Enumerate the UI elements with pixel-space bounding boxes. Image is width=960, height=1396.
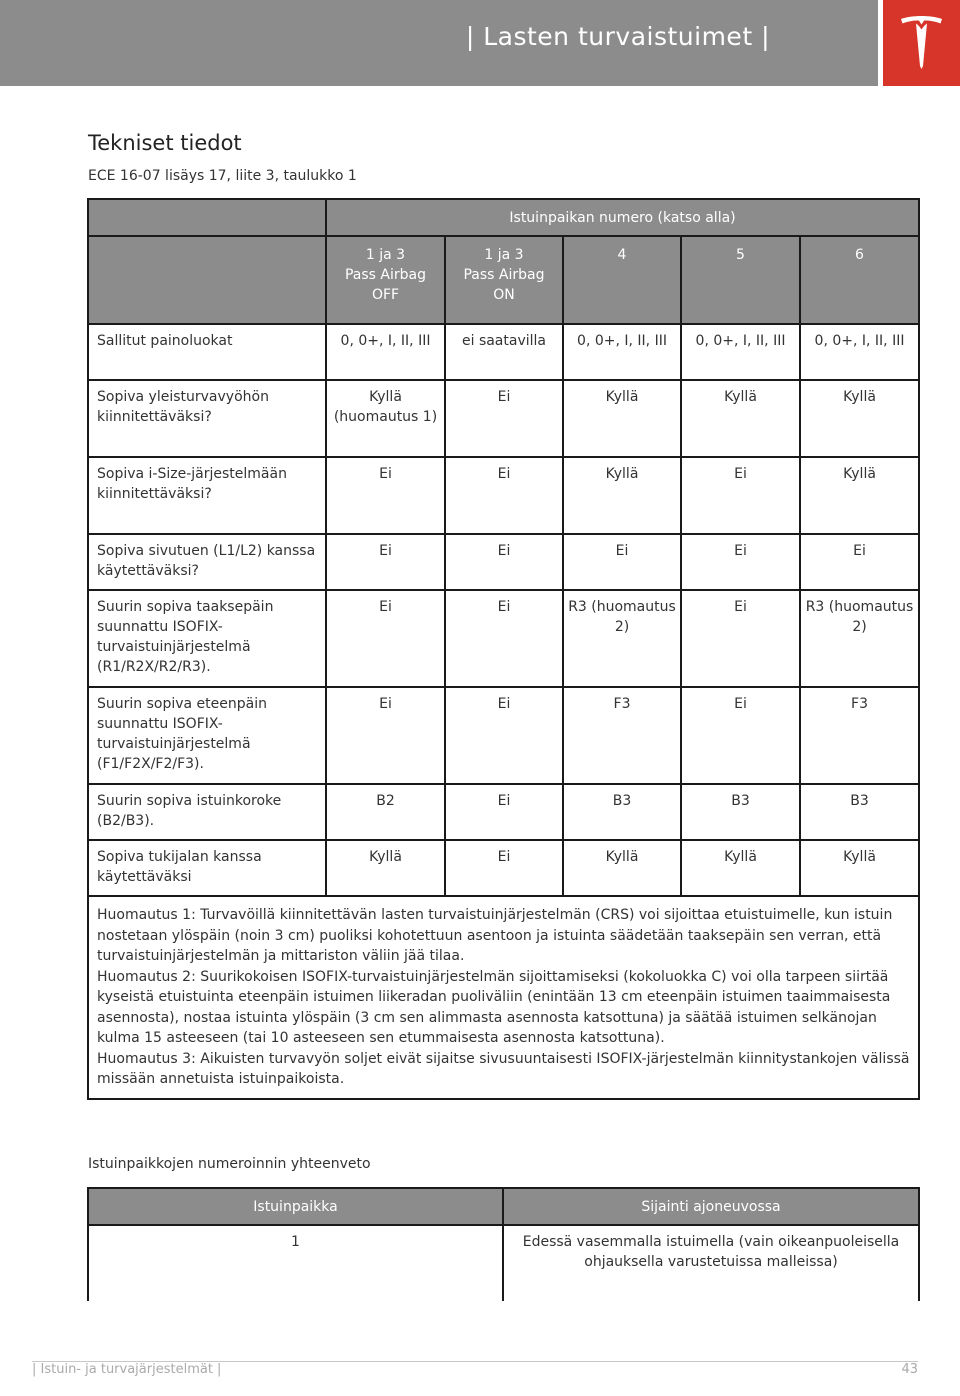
table-row: [88, 590, 919, 687]
table-cell: Kyllä: [563, 457, 681, 534]
row-label: Sopiva i-Size-järjestelmään kiinnitettäväksi?: [88, 457, 326, 534]
footer-section-label: | Istuin- ja turvajärjestelmät |: [32, 1362, 222, 1377]
table-row: [88, 840, 919, 896]
column-header-line: ON: [493, 287, 515, 303]
seat-number-cell: 1: [88, 1225, 503, 1301]
table-cell: R3 (huomautus 2): [800, 590, 919, 687]
table-cell: ei saatavilla: [445, 324, 563, 380]
table-cell: Kyllä (huomautus 1): [326, 380, 445, 457]
table-cell: Ei: [445, 457, 563, 534]
seat-table-header-row: [88, 1188, 919, 1225]
table-cell: B2: [326, 784, 445, 840]
table-cell: B3: [681, 784, 800, 840]
table-cell: Ei: [326, 457, 445, 534]
header-bar: [0, 0, 878, 86]
column-header: [800, 236, 919, 324]
column-header: [563, 236, 681, 324]
seat-number-group-header: Istuinpaikan numero (katso alla): [326, 199, 919, 236]
table-cell: Kyllä: [800, 457, 919, 534]
seat-table-row: [88, 1225, 919, 1301]
table-cell: Ei: [681, 687, 800, 784]
seat-header: Istuinpaikka: [88, 1188, 503, 1225]
note-text: Huomautus 3: Aikuisten turvavyön soljet eivät sijaitse sivusuuntaisesti ISOFIX-järjestelmän kiinnitystankojen välissä missään annetuista istuinpaikoista.: [97, 1050, 910, 1087]
table-cell: Ei: [445, 784, 563, 840]
compatibility-table: [87, 198, 920, 1100]
table-cell: Kyllä: [563, 380, 681, 457]
column-header: [681, 236, 800, 324]
notes-row: [88, 896, 919, 1099]
table-cell: B3: [563, 784, 681, 840]
table-cell: Ei: [326, 590, 445, 687]
section-subtitle: ECE 16-07 lisäys 17, liite 3, taulukko 1: [88, 168, 357, 184]
table-cell: Ei: [326, 534, 445, 590]
location-header: Sijainti ajoneuvossa: [503, 1188, 919, 1225]
table-cell: Ei: [445, 687, 563, 784]
logo-box: [883, 0, 960, 86]
row-label: Sopiva tukijalan kanssa käytettäväksi: [88, 840, 326, 896]
group-header-row: [88, 199, 919, 236]
row-label: Sopiva sivutuen (L1/L2) kanssa käytettäväksi?: [88, 534, 326, 590]
section-title: Tekniset tiedot: [88, 131, 242, 155]
table-body: [88, 324, 919, 1099]
table-cell: F3: [563, 687, 681, 784]
column-header-line: OFF: [371, 287, 400, 303]
table-cell: Kyllä: [681, 840, 800, 896]
table-cell: Ei: [681, 590, 800, 687]
table-cell: Kyllä: [326, 840, 445, 896]
header-empty-cell: [88, 236, 326, 324]
row-label: Suurin sopiva eteenpäin suunnattu ISOFIX-turvaistuinjärjestelmä (F1/F2X/F2/F3).: [88, 687, 326, 784]
table-cell: Kyllä: [800, 840, 919, 896]
table-cell: Ei: [326, 687, 445, 784]
seat-table-title: Istuinpaikkojen numeroinnin yhteenveto: [88, 1156, 371, 1172]
table-row: [88, 687, 919, 784]
table-cell: Kyllä: [681, 380, 800, 457]
table-row: [88, 380, 919, 457]
row-label: Suurin sopiva istuinkoroke (B2/B3).: [88, 784, 326, 840]
seat-position-table: [87, 1187, 920, 1301]
table-cell: B3: [800, 784, 919, 840]
table-cell: 0, 0+, I, II, III: [681, 324, 800, 380]
page-header-title: | Lasten turvaistuimet |: [465, 22, 770, 51]
table-cell: Ei: [445, 534, 563, 590]
note-text: Huomautus 2: Suurikokoisen ISOFIX-turvaistuinjärjestelmän sijoittamiseksi (kokoluokka C) voi olla tarpeen siirtää kyseistä etuistuinta eteenpäin istuimen liikeradan puoliväliin (enintään 13 cm eteenpäin istuimen taaimmaisesta asennosta), nostaa istuinta ylöspäin (3 cm sen alimmasta asennosta katsottuna) ja säätää istuimen selkänojan kulma 15 asteeseen (tai 10 asteeseen sen etummaisesta asennosta katsottuna).: [97, 968, 891, 1046]
column-header-line: 1 ja 3: [365, 247, 406, 263]
header-empty-cell: [88, 199, 326, 236]
page-number: 43: [901, 1362, 918, 1377]
table-cell: Ei: [445, 380, 563, 457]
table-row: [88, 534, 919, 590]
column-header-line: 6: [855, 247, 864, 263]
column-header-line: 5: [736, 247, 745, 263]
column-header: [445, 236, 563, 324]
column-header-row: [88, 236, 919, 324]
row-label: Sopiva yleisturvavyöhön kiinnitettäväksi?: [88, 380, 326, 457]
notes-cell: [88, 896, 919, 1099]
table-cell: 0, 0+, I, II, III: [326, 324, 445, 380]
table-cell: Ei: [445, 590, 563, 687]
column-header-line: 1 ja 3: [484, 247, 524, 263]
table-row: [88, 784, 919, 840]
table-cell: 0, 0+, I, II, III: [800, 324, 919, 380]
column-header: [326, 236, 445, 324]
table-row: [88, 324, 919, 380]
tesla-logo-icon: [900, 16, 943, 70]
table-cell: F3: [800, 687, 919, 784]
table-cell: Ei: [681, 457, 800, 534]
table-cell: Kyllä: [800, 380, 919, 457]
column-header-line: Pass Airbag: [344, 267, 426, 283]
table-cell: Kyllä: [563, 840, 681, 896]
table-cell: Ei: [563, 534, 681, 590]
table-cell: Ei: [445, 840, 563, 896]
table-row: [88, 457, 919, 534]
note-text: Huomautus 1: Turvavöillä kiinnitettävän lasten turvaistuinjärjestelmän (CRS) voi sijoittaa etuistuimelle, kun istuin nostetaan ylöspäin (noin 3 cm) puoliksi kohotettuun asentoon ja istuinta säädetään taaksepäin sen verran, että turvaistuinjärjestelmän ja mittariston väliin jää tilaa.: [97, 907, 893, 964]
row-label: Suurin sopiva taaksepäin suunnattu ISOFIX-turvaistuinjärjestelmä (R1/R2X/R2/R3).: [88, 590, 326, 687]
table-cell: 0, 0+, I, II, III: [563, 324, 681, 380]
table-cell: Ei: [681, 534, 800, 590]
table-cell: Ei: [800, 534, 919, 590]
table-cell: R3 (huomautus 2): [563, 590, 681, 687]
seat-location-cell: Edessä vasemmalla istuimella (vain oikeanpuoleisella ohjauksella varustetuissa malleissa): [503, 1225, 919, 1301]
seat-table-body: [88, 1225, 919, 1301]
column-header-line: 4: [617, 247, 627, 263]
column-header-line: Pass Airbag: [463, 267, 545, 283]
row-label: Sallitut painoluokat: [88, 324, 326, 380]
